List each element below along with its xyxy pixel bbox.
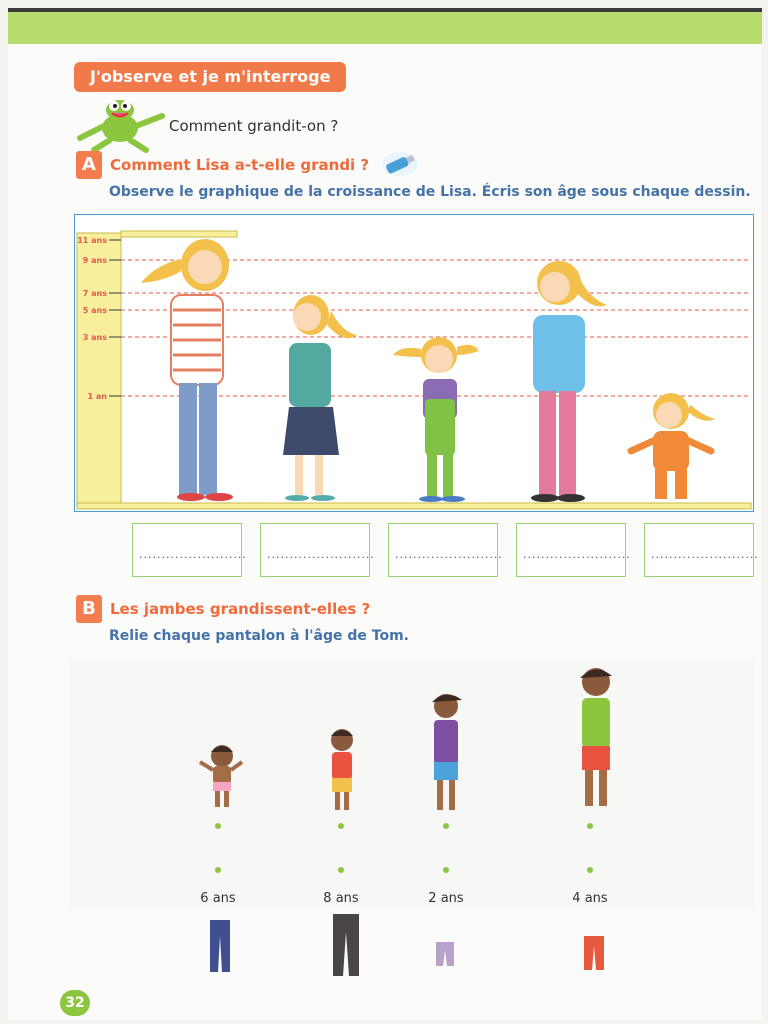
main-question: Comment grandit-on ? [169,117,339,135]
section-label: J'observe et je m'interroge [74,62,346,92]
tom-figure-2 [331,729,353,810]
top-band [8,8,762,44]
part-b-letter: B [76,595,102,623]
pants-6-ans [206,918,234,974]
lisa-figure-1 [141,239,233,501]
age-label: 2 ans [428,891,464,906]
dot-figure-1[interactable] [215,823,221,829]
dot-age-3[interactable] [443,867,449,873]
dot-figure-4[interactable] [587,823,593,829]
age-label: 8 ans [323,891,359,906]
part-a-instruction: Observe le graphique de la croissance de Lisa. Écris son âge sous chaque dessin. [109,184,751,200]
tom-figure-4 [580,668,612,806]
scale-label-7: 7 ans [82,289,107,298]
part-a-letter: A [76,151,102,179]
scale-label-5: 5 ans [82,306,107,315]
scale-label-11: 11 ans [77,236,107,245]
frog-icon [74,98,166,152]
scale-label-3: 3 ans [82,333,107,342]
lisa-figure-5 [631,393,715,499]
top-edge [8,8,762,12]
growth-chart [74,214,754,512]
scale-label-1: 1 an [87,392,107,401]
part-a-title: Comment Lisa a-t-elle grandi ? [110,156,370,174]
answer-boxes [132,523,759,577]
age-label: 6 ans [200,891,236,906]
dot-age-4[interactable] [587,867,593,873]
part-b-instruction: Relie chaque pantalon à l'âge de Tom. [109,628,409,644]
lisa-figure-4 [531,261,607,502]
tom-figures [180,660,640,820]
dot-figure-2[interactable] [338,823,344,829]
page-number: 32 [60,990,90,1016]
tom-figure-1 [200,745,242,807]
dot-figure-3[interactable] [443,823,449,829]
pants-4-ans [582,934,606,972]
answer-box[interactable]: ........................ [260,523,370,577]
answer-box[interactable]: ........................ [388,523,498,577]
dot-age-2[interactable] [338,867,344,873]
tom-figure-3 [432,694,462,810]
part-b-title: Les jambes grandissent-elles ? [110,600,371,618]
dot-age-1[interactable] [215,867,221,873]
answer-box[interactable]: ........................ [516,523,626,577]
scale-label-9: 9 ans [82,256,107,265]
usb-key-icon [380,151,420,177]
lisa-figure-2 [283,295,357,501]
answer-box[interactable]: ........................ [644,523,754,577]
age-label: 4 ans [572,891,608,906]
pants-8-ans [330,912,362,978]
pants-2-ans [434,940,456,968]
lisa-figure-3 [393,337,479,502]
answer-box[interactable]: ........................ [132,523,242,577]
